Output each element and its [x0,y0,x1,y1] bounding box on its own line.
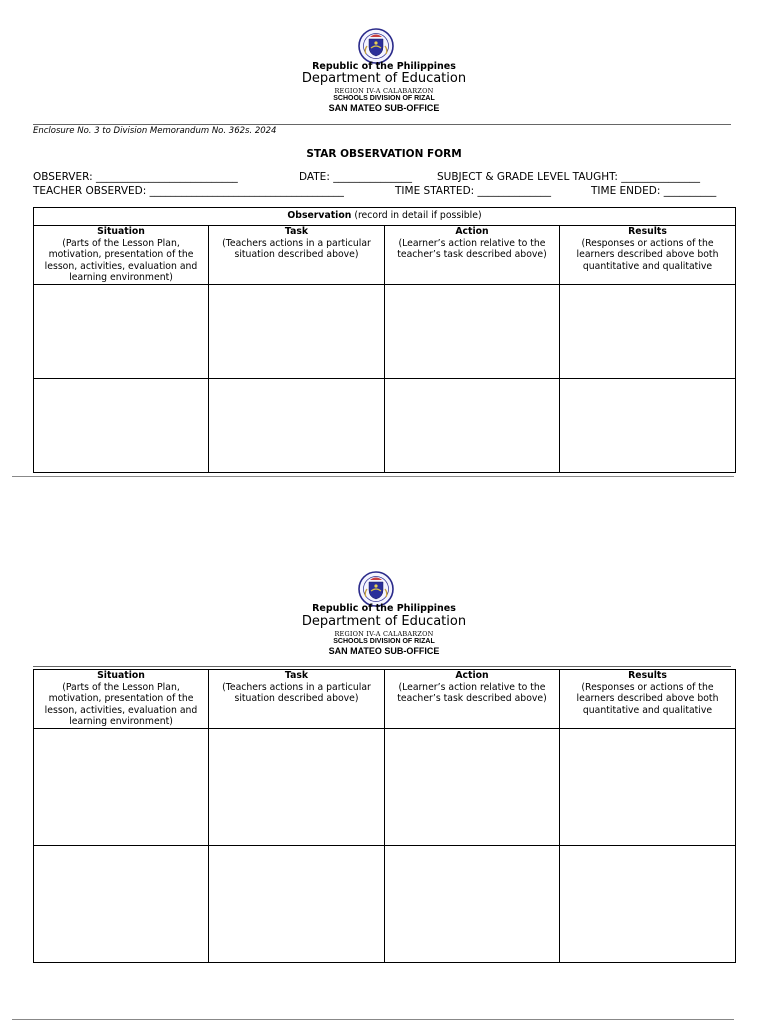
results-cell[interactable] [560,285,736,379]
header-divider [33,666,731,667]
action-cell[interactable] [385,846,560,963]
observation-table [33,669,736,963]
enclosure-note: Enclosure No. 3 to Division Memorandum No. 362s. 2024 [33,126,277,136]
situation-header: Situation (Parts of the Lesson Plan, motivation, presentation of the lesson, activities, evaluation and learning environment) [34,226,209,285]
suboffice-label: SAN MATEO SUB-OFFICE [328,646,440,656]
time-ended-field[interactable]: TIME ENDED: __________ [591,185,717,197]
form-title: STAR OBSERVATION FORM [306,148,462,160]
table-row [34,285,736,379]
table-row [34,729,736,846]
action-header: Action (Learner’s action relative to the teacher’s task described above) [385,226,560,285]
results-cell[interactable] [560,846,736,963]
task-cell[interactable] [209,379,385,473]
results-cell[interactable] [560,729,736,846]
results-header: Results (Responses or actions of the learners described above both quantitative and qualitative [560,226,736,285]
department-label: Department of Education [301,71,467,86]
page-footer-rule [12,476,734,477]
task-cell[interactable] [209,729,385,846]
republic-label: Republic of the Philippines [312,61,456,72]
observer-field[interactable]: OBSERVER: ___________________________ [33,171,238,183]
results-cell[interactable] [560,379,736,473]
table-row [34,846,736,963]
time-started-field[interactable]: TIME STARTED: ______________ [395,185,552,197]
situation-cell[interactable] [34,285,209,379]
teacher-observed-field[interactable]: TEACHER OBSERVED: _____________________________________ [33,185,344,197]
suboffice-label: SAN MATEO SUB-OFFICE [328,103,440,113]
subject-grade-field[interactable]: SUBJECT & GRADE LEVEL TAUGHT: _______________ [437,171,701,183]
task-cell[interactable] [209,846,385,963]
department-label: Department of Education [301,614,467,629]
action-cell[interactable] [385,285,560,379]
action-header: Action (Learner’s action relative to the teacher’s task described above) [385,670,560,729]
action-cell[interactable] [385,379,560,473]
situation-cell[interactable] [34,846,209,963]
date-field[interactable]: DATE: _______________ [299,171,412,183]
region-label: REGION IV-A CALABARZON [334,87,434,95]
division-label: SCHOOLS DIVISION OF RIZAL [333,638,435,645]
header-divider [33,124,731,125]
observation-caption: Observation (record in detail if possible) [34,208,736,226]
results-header: Results (Responses or actions of the learners described above both quantitative and qualitative [560,670,736,729]
situation-cell[interactable] [34,729,209,846]
task-header: Task (Teachers actions in a particular situation described above) [209,226,385,285]
page-footer-rule [12,1019,734,1020]
deped-seal-icon [352,26,400,66]
region-label: REGION IV-A CALABARZON [334,630,434,638]
situation-header: Situation (Parts of the Lesson Plan, motivation, presentation of the lesson, activities, evaluation and learning environment) [34,670,209,729]
table-row [34,379,736,473]
division-label: SCHOOLS DIVISION OF RIZAL [333,95,435,102]
task-header: Task (Teachers actions in a particular situation described above) [209,670,385,729]
republic-label: Republic of the Philippines [312,603,456,614]
task-cell[interactable] [209,285,385,379]
observation-table [33,207,736,473]
action-cell[interactable] [385,729,560,846]
situation-cell[interactable] [34,379,209,473]
